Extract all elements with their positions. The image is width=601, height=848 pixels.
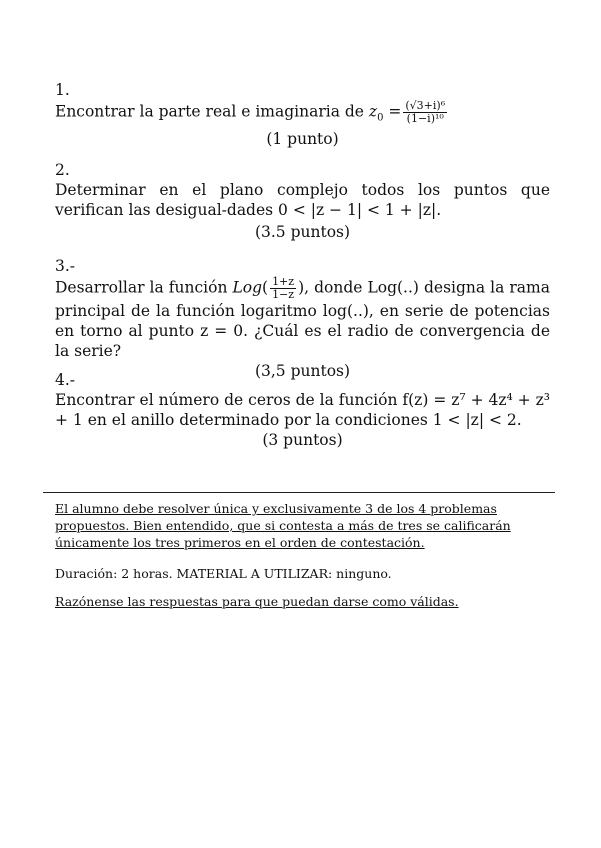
problem-2 — [55, 160, 550, 242]
problem-4-statement: Encontrar el número de ceros de la función f(z) = z⁷ + 4z⁴ + z³ + 1 en el anillo determinado por la condiciones 1 < |z| < 2. — [55, 391, 550, 429]
problem-1-equals: = — [383, 102, 402, 121]
problem-4-number: 4.- — [55, 371, 76, 389]
reasoning-text: Razónense las respuestas para que puedan darse como válidas. — [55, 594, 459, 609]
problem-4-points: (3 puntos) — [262, 431, 343, 449]
problem-1-fraction — [403, 100, 447, 125]
problem-1 — [55, 80, 550, 149]
problem-1-subscript: 0 — [377, 112, 384, 124]
problem-3 — [55, 256, 550, 381]
problem-4 — [55, 370, 550, 450]
duration-note: Duración: 2 horas. MATERIAL A UTILIZAR: ninguno. — [55, 566, 392, 581]
divider — [43, 492, 555, 493]
problem-3-number: 3.- — [55, 257, 76, 275]
problem-3-numerator: 1+z — [272, 275, 295, 288]
instructions-text: El alumno debe resolver única y exclusivamente 3 de los 4 problemas propuestos. Bien entendido, que si contesta a más de tres se calificarán únicamente los tres primeros en el orden de contestación. — [55, 501, 511, 550]
problem-2-points: (3.5 puntos) — [254, 223, 351, 241]
problem-1-denominator: (1−i)¹⁰ — [406, 112, 444, 125]
reasoning-note — [55, 593, 565, 610]
problem-2-number: 2. — [55, 161, 70, 179]
problem-3-fraction — [270, 276, 296, 301]
problem-3-text: Desarrollar la función — [55, 278, 233, 297]
problem-3-denominator: 1−z — [272, 288, 295, 301]
instructions-note — [55, 500, 565, 551]
problem-3-points: (3,5 puntos) — [254, 362, 351, 380]
problem-1-text: Encontrar la parte real e imaginaria de — [55, 102, 369, 121]
problem-3-text-rest: , donde Log(..) designa la rama principal de la función logaritmo log(..), en serie de potencias en torno al punto z = 0. ¿Cuál es el radio de convergencia de la serie? — [55, 278, 550, 360]
problem-1-points: (1 punto) — [266, 129, 339, 148]
problem-3-statement: Desarrollar la función Log( $\frac{1+z}{1-z}$ ), donde Log(..) designa la rama principal de la función logaritmo log(..), en serie de potencias en torno al punto z = 0. ¿Cuál es el radio de convergencia de la serie? — [55, 275, 550, 360]
problem-1-number: 1. — [55, 81, 70, 99]
problem-1-statement — [55, 100, 550, 129]
problem-1-numerator: (√3+i)⁶ — [405, 99, 446, 112]
problem-2-statement: Determinar en el plano complejo todos los puntos que verifican las desigual-dades 0 < |z − 1| < 1 + |z|. — [55, 181, 550, 219]
problem-1-variable: z — [368, 102, 378, 121]
problem-3-log: Log — [232, 278, 262, 297]
